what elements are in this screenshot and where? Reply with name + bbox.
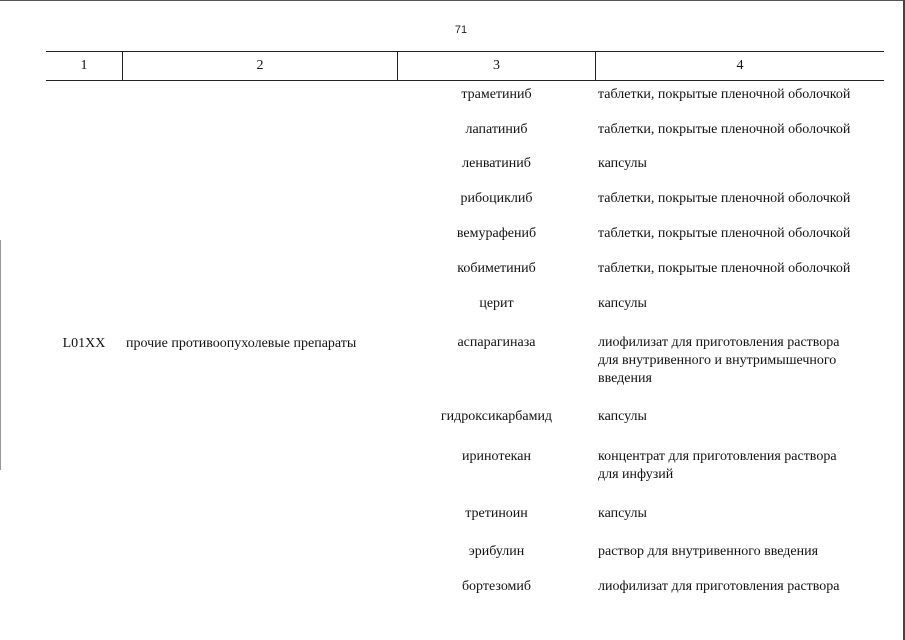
- dosage-form: [598, 86, 868, 104]
- group-code: L01XX: [62, 336, 106, 351]
- dosage-form: [598, 505, 868, 523]
- dosage-form-line: введения: [598, 371, 652, 386]
- drug-name: траметиниб: [461, 87, 532, 102]
- dosage-form-line: таблетки, покрытые пленочной оболочкой: [598, 226, 851, 241]
- dosage-form: [598, 121, 868, 139]
- dosage-form-line: таблетки, покрытые пленочной оболочкой: [598, 122, 851, 137]
- drug-name: вемурафениб: [456, 226, 537, 241]
- dosage-form: [598, 225, 868, 243]
- dosage-form-line: для инфузий: [598, 467, 674, 482]
- header-col-1: 1: [80, 58, 88, 73]
- drug-name: гидроксикарбамид: [440, 409, 553, 424]
- dosage-form-line: таблетки, покрытые пленочной оболочкой: [598, 87, 851, 102]
- drug-name: лапатиниб: [465, 122, 528, 137]
- dosage-form-line: таблетки, покрытые пленочной оболочкой: [598, 191, 851, 206]
- drug-name: ленватиниб: [462, 156, 531, 171]
- dosage-form-line: раствор для внутривенного введения: [598, 544, 819, 559]
- dosage-form-line: лиофилизат для приготовления раствора: [598, 335, 840, 350]
- dosage-form: [598, 448, 868, 484]
- drug-name: бортезомиб: [461, 579, 532, 594]
- dosage-form: [598, 408, 868, 426]
- drug-name: третиноин: [465, 506, 528, 521]
- dosage-form: [598, 260, 868, 278]
- dosage-form: [598, 334, 868, 388]
- dosage-form: [598, 295, 868, 313]
- header-col-3: 3: [493, 58, 500, 73]
- dosage-form-line: капсулы: [598, 409, 647, 424]
- page-top-border: [0, 0, 905, 1]
- drug-name: церит: [479, 296, 514, 311]
- page-number: 71: [454, 24, 468, 36]
- drug-name: кобиметиниб: [457, 261, 536, 276]
- drug-name: аспарагиназа: [457, 335, 536, 350]
- header-col-2: 2: [256, 58, 264, 73]
- drug-name: эрибулин: [468, 544, 525, 559]
- group-name: прочие противоопухолевые препараты: [126, 336, 357, 351]
- dosage-form-line: капсулы: [598, 506, 647, 521]
- dosage-form-line: концентрат для приготовления раствора: [598, 449, 837, 464]
- dosage-form-line: для внутривенного и внутримышечного: [598, 353, 837, 368]
- page-left-edge-mark: [0, 240, 1, 470]
- dosage-form: [598, 155, 868, 173]
- table-header-row: [46, 51, 884, 81]
- drug-name: иринотекан: [462, 449, 531, 464]
- dosage-form-line: капсулы: [598, 296, 647, 311]
- dosage-form: [598, 543, 868, 561]
- dosage-form: [598, 190, 868, 208]
- dosage-form-line: таблетки, покрытые пленочной оболочкой: [598, 261, 851, 276]
- dosage-form: [598, 578, 868, 596]
- dosage-form-line: лиофилизат для приготовления раствора: [598, 579, 840, 594]
- dosage-form-line: капсулы: [598, 156, 647, 171]
- header-col-4: 4: [736, 58, 744, 73]
- drug-name: рибоциклиб: [460, 191, 533, 206]
